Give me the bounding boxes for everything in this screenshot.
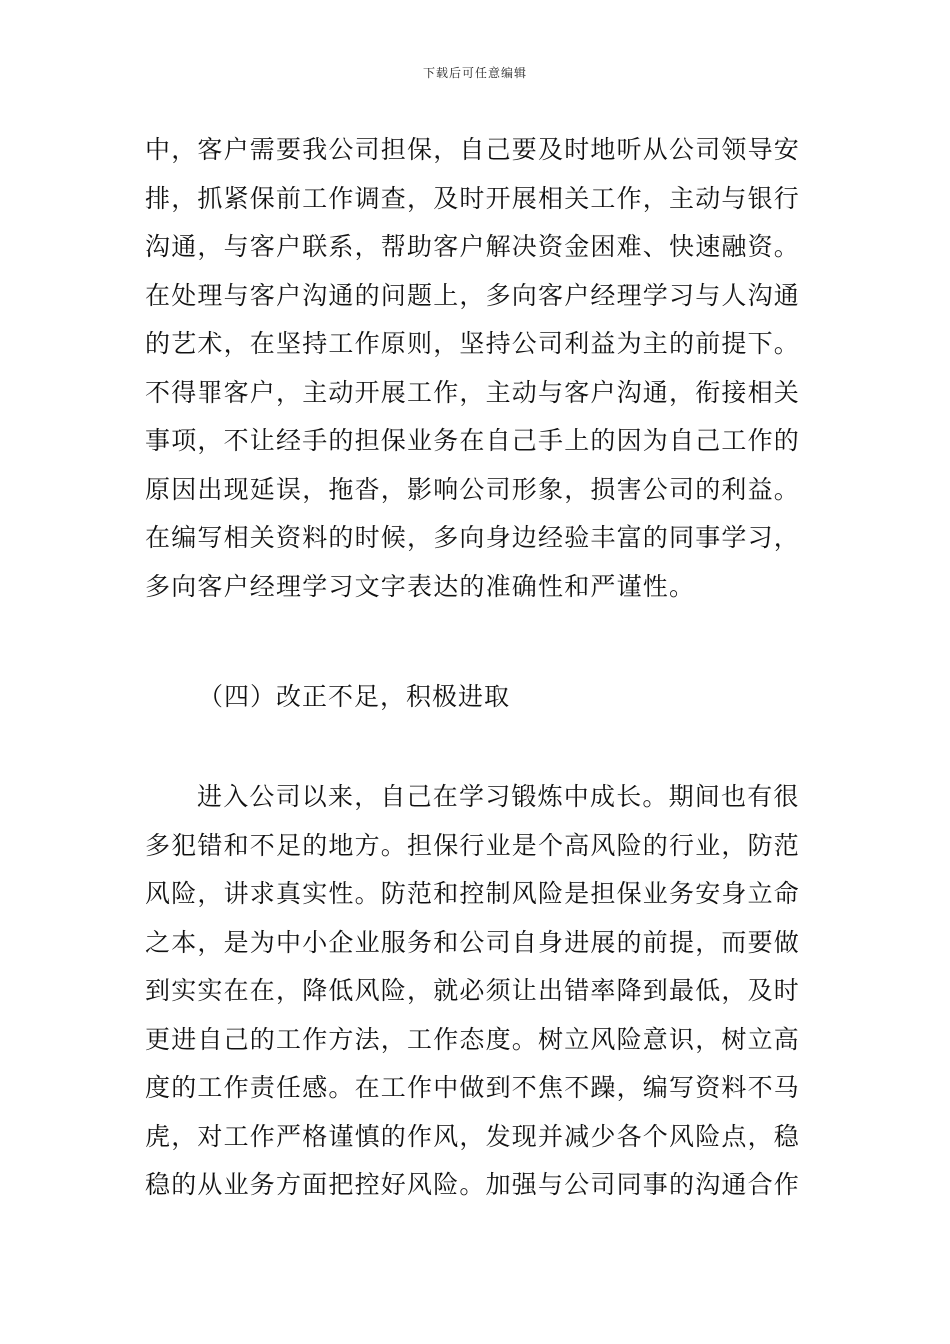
paragraph-line: 进入公司以来，自己在学习锻炼中成长。期间也有很 [197,782,800,811]
paragraph-line: 更进自己的工作方法，工作态度。树立风险意识，树立高 [145,1024,801,1054]
paragraph-line: 度的工作责任感。在工作中做到不焦不躁，编写资料不马 [145,1073,801,1102]
paragraph-line: 原因出现延误，拖沓，影响公司形象，损害公司的利益。 [145,474,801,504]
paragraph-line: 中，客户需要我公司担保，自己要及时地听从公司领导安 [145,135,801,164]
paragraph-1 [145,126,810,611]
paragraph-2 [145,773,810,1210]
paragraph-line: 事项，不让经手的担保业务在自己手上的因为自己工作的 [145,426,801,455]
paragraph-line: 的艺术，在坚持工作原则，坚持公司利益为主的前提下。 [145,329,801,358]
paragraph-line: 多犯错和不足的地方。担保行业是个高风险的行业，防范 [145,830,801,860]
section-heading: （四）改正不足，积极进取 [198,682,511,711]
header-note: 下载后可任意编辑 [422,66,527,80]
paragraph-line: 之本，是为中小企业服务和公司自身进展的前提，而要做 [145,927,801,957]
paragraph-line: 在处理与客户沟通的问题上，多向客户经理学习与人沟通 [145,280,801,310]
paragraph-line: 到实实在在，降低风险，就必须让出错率降到最低，及时 [145,976,801,1005]
paragraph-line: 稳的从业务方面把控好风险。加强与公司同事的沟通合作 [145,1170,801,1199]
paragraph-line: 风险，讲求真实性。防范和控制风险是担保业务安身立命 [145,879,801,908]
paragraph-line: 排，抓紧保前工作调查，及时开展相关工作，主动与银行 [145,183,801,213]
paragraph-line: 多向客户经理学习文字表达的准确性和严谨性。 [145,571,696,601]
paragraph-line: 沟通，与客户联系，帮助客户解决资金困难、快速融资。 [145,232,801,261]
paragraph-line: 虎，对工作严格谨慎的作风，发现并减少各个风险点，稳 [145,1121,801,1151]
paragraph-line: 不得罪客户，主动开展工作，主动与客户沟通，衔接相关 [145,377,801,407]
paragraph-line: 在编写相关资料的时候，多向身边经验丰富的同事学习， [145,523,801,552]
